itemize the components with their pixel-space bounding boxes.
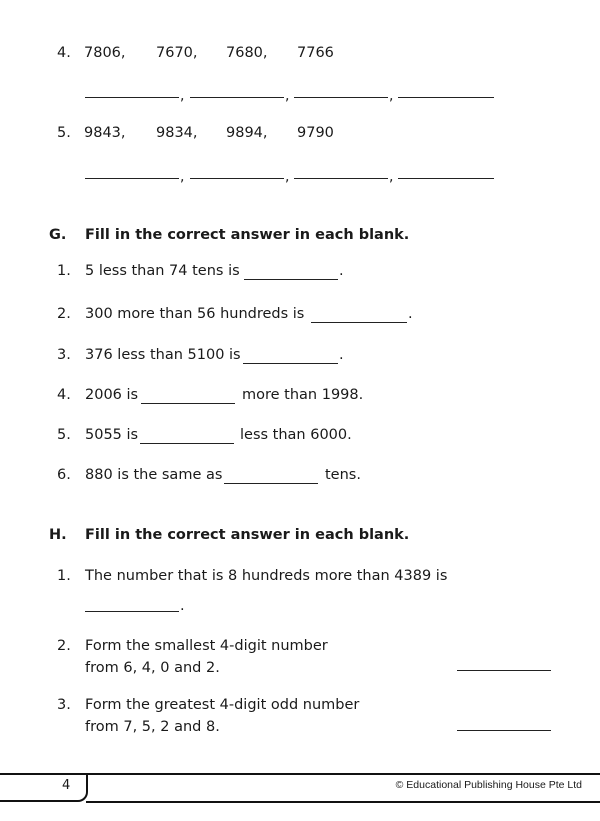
answer-blank[interactable] bbox=[85, 97, 179, 98]
answer-blank[interactable] bbox=[224, 483, 318, 484]
section-heading: Fill in the correct answer in each blank. bbox=[85, 227, 410, 243]
question-text: Form the smallest 4-digit number bbox=[85, 638, 328, 654]
number-value: 9894, bbox=[226, 125, 268, 141]
question-text: 5 less than 74 tens is bbox=[85, 263, 240, 279]
question-text: The number that is 8 hundreds more than 4389 is bbox=[85, 568, 448, 584]
item-number: 6. bbox=[57, 467, 71, 483]
footer-page-tab bbox=[0, 773, 88, 802]
item-number: 1. bbox=[57, 263, 71, 279]
answer-blank[interactable] bbox=[398, 97, 494, 98]
answer-blank[interactable] bbox=[190, 178, 284, 179]
comma: , bbox=[285, 169, 290, 185]
section-letter: G. bbox=[49, 227, 67, 243]
answer-blank[interactable] bbox=[398, 178, 494, 179]
page-number: 4 bbox=[62, 778, 71, 793]
question-text: 300 more than 56 hundreds is bbox=[85, 306, 305, 322]
question-text-end: . bbox=[408, 306, 413, 322]
question-text-line2: from 6, 4, 0 and 2. bbox=[85, 660, 220, 676]
number-value: 7670, bbox=[156, 45, 198, 61]
question-text-end: . bbox=[180, 598, 185, 614]
comma: , bbox=[389, 88, 394, 104]
item-number: 3. bbox=[57, 697, 71, 713]
answer-blank[interactable] bbox=[190, 97, 284, 98]
number-value: 9790 bbox=[297, 125, 334, 141]
answer-blank[interactable] bbox=[294, 178, 388, 179]
question-text: 2006 is bbox=[85, 387, 139, 403]
answer-blank[interactable] bbox=[85, 178, 179, 179]
question-text: Form the greatest 4-digit odd number bbox=[85, 697, 360, 713]
section-heading: Fill in the correct answer in each blank. bbox=[85, 527, 410, 543]
section-letter: H. bbox=[49, 527, 67, 543]
item-number: 4. bbox=[57, 45, 71, 61]
question-text-end: tens. bbox=[325, 467, 361, 483]
number-value: 7680, bbox=[226, 45, 268, 61]
comma: , bbox=[180, 88, 185, 104]
item-number: 2. bbox=[57, 638, 71, 654]
answer-blank[interactable] bbox=[140, 443, 234, 444]
number-value: 7766 bbox=[297, 45, 334, 61]
comma: , bbox=[285, 88, 290, 104]
answer-blank[interactable] bbox=[243, 363, 338, 364]
number-value: 9834, bbox=[156, 125, 198, 141]
copyright-text: © Educational Publishing House Pte Ltd bbox=[395, 779, 582, 791]
comma: , bbox=[389, 169, 394, 185]
question-text-end: less than 6000. bbox=[240, 427, 352, 443]
item-number: 3. bbox=[57, 347, 71, 363]
footer-rule bbox=[0, 773, 600, 775]
item-number: 4. bbox=[57, 387, 71, 403]
number-value: 7806, bbox=[84, 45, 126, 61]
answer-blank[interactable] bbox=[457, 670, 551, 671]
item-number: 2. bbox=[57, 306, 71, 322]
answer-blank[interactable] bbox=[244, 279, 338, 280]
item-number: 5. bbox=[57, 427, 71, 443]
question-text: 880 is the same as bbox=[85, 467, 223, 483]
answer-blank[interactable] bbox=[85, 611, 179, 612]
question-text: 5055 is bbox=[85, 427, 139, 443]
answer-blank[interactable] bbox=[457, 730, 551, 731]
comma: , bbox=[180, 169, 185, 185]
answer-blank[interactable] bbox=[141, 403, 235, 404]
question-text-line2: from 7, 5, 2 and 8. bbox=[85, 719, 220, 735]
question-text: 376 less than 5100 is bbox=[85, 347, 241, 363]
answer-blank[interactable] bbox=[311, 322, 407, 323]
answer-blank[interactable] bbox=[294, 97, 388, 98]
question-text-end: more than 1998. bbox=[242, 387, 364, 403]
question-text-end: . bbox=[339, 347, 344, 363]
item-number: 1. bbox=[57, 568, 71, 584]
number-value: 9843, bbox=[84, 125, 126, 141]
item-number: 5. bbox=[57, 125, 71, 141]
footer-base-rule bbox=[86, 801, 600, 803]
question-text-end: . bbox=[339, 263, 344, 279]
